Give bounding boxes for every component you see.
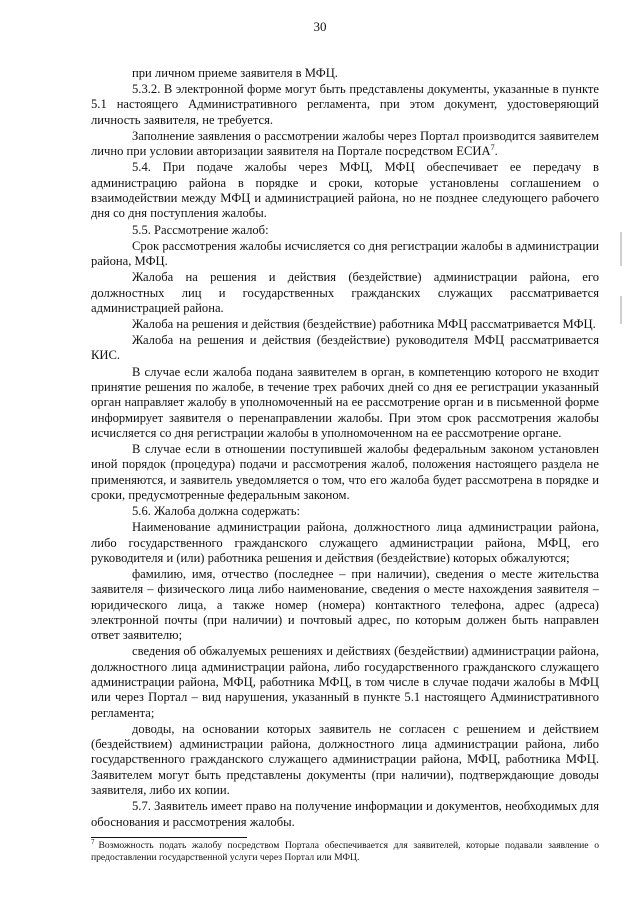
paragraph: 5.3.2. В электронной форме могут быть представлены документы, указанные в пункте 5.1 настоящего Административного регламента, при этом документ, удостоверяющий личность заявителя, не требуется. [91, 82, 599, 127]
paragraph-text: Заполнение заявления о рассмотрении жалобы через Портал производится заявителем лично при условии авторизации заявителя на Портале посредством ЕСИА [91, 128, 599, 159]
paragraph: Жалоба на решения и действия (бездействие) руководителя МФЦ рассматривается КИС. [91, 333, 599, 363]
footnote-text: Возможность подать жалобу посредством Портала обеспечивается для заявителей, которые подавали заявление о предоставлении государственной услуги через Портал или МФЦ. [91, 840, 599, 863]
footnote [91, 837, 599, 864]
paragraph: при личном приеме заявителя в МФЦ. [132, 66, 338, 80]
paragraph: сведения об обжалуемых решениях и действиях (бездействии) администрации района, должностного лица администрации района, либо государственного гражданского служащего администрации района, МФЦ, работника МФЦ, в том числе в случае подачи жалобы в МФЦ или через Портал – вид нарушения, указанный в пункте 5.1 настоящего Административного регламента; [91, 644, 599, 720]
paragraph: Жалоба на решения и действия (бездействие) администрации района, его должностных лиц и государственных гражданских служащих рассматривается администрацией района. [91, 270, 599, 315]
paragraph: фамилию, имя, отчество (последнее – при наличии), сведения о месте жительства заявителя – физического лица либо наименование, сведения о месте нахождения заявителя – юридического лица, а также номер (номера) контактного телефона, адрес (адреса) электронной почты (при наличии) и почтовый адрес, по которым должен быть направлен ответ заявителю; [91, 567, 599, 643]
paragraph: доводы, на основании которых заявитель не согласен с решением и действием (бездействием) администрации района, должностного лица администрации района, либо государственного гражданского служащего администрации района, МФЦ, работника МФЦ. Заявителем могут быть представлены документы (при наличии), подтверждающие доводы заявителя, либо их копии. [91, 721, 599, 798]
paragraph: Наименование администрации района, должностного лица администрации района, либо государственного гражданского служащего администрации района, МФЦ, его руководителя и (или) работника решения и действия (бездействие) которых обжалуются; [91, 520, 599, 565]
paragraph: В случае если в отношении поступившей жалобы федеральным законом установлен иной порядок (процедура) подачи и рассмотрения жалоб, положения настоящего раздела не применяются, и заявитель уведомляется о том, что его жалоба будет рассмотрена в порядке и сроки, предусмотренные федеральным законом. [91, 442, 599, 502]
paragraph: 5.4. При подаче жалобы через МФЦ, МФЦ обеспечивает ее передачу в администрацию района в порядке и сроки, которые установлены соглашением о взаимодействии между МФЦ и администрацией района, но не позднее следующего рабочего дня со дня поступления жалобы. [91, 160, 599, 221]
section-heading: 5.5. Рассмотрение жалоб: [132, 222, 269, 237]
paragraph [91, 129, 599, 160]
section-heading: 5.6. Жалоба должна содержать: [132, 504, 300, 519]
paragraph: Срок рассмотрения жалобы исчисляется со дня регистрации жалобы в администрации района, МФЦ. [91, 238, 599, 269]
paragraph-end-punctuation: . [494, 144, 498, 159]
footnote-separator [91, 837, 247, 838]
document-body [91, 66, 599, 831]
page-number: 30 [313, 19, 327, 34]
scan-margin-mark [620, 296, 622, 324]
paragraph: В случае если жалоба подана заявителем в орган, в компетенцию которого не входит принятие решения по жалобе, в течение трех рабочих дней со дня ее регистрации указанный орган направляет жалобу в уполномоченный на ее рассмотрение орган и в письменной форме информирует заявителя о перенаправлении жалобы. При этом срок рассмотрения жалобы исчисляется со дня регистрации жалобы в уполномоченном на ее рассмотрение органе. [91, 364, 599, 440]
paragraph: Жалоба на решения и действия (бездействие) работника МФЦ рассматривается МФЦ. [132, 316, 596, 331]
paragraph: 5.7. Заявитель имеет право на получение информации и документов, необходимых для обоснования и рассмотрения жалобы. [91, 799, 599, 829]
footnote-marker: 7 [91, 837, 95, 846]
scan-margin-mark [620, 232, 622, 266]
footnote-reference: 7 [490, 143, 495, 153]
